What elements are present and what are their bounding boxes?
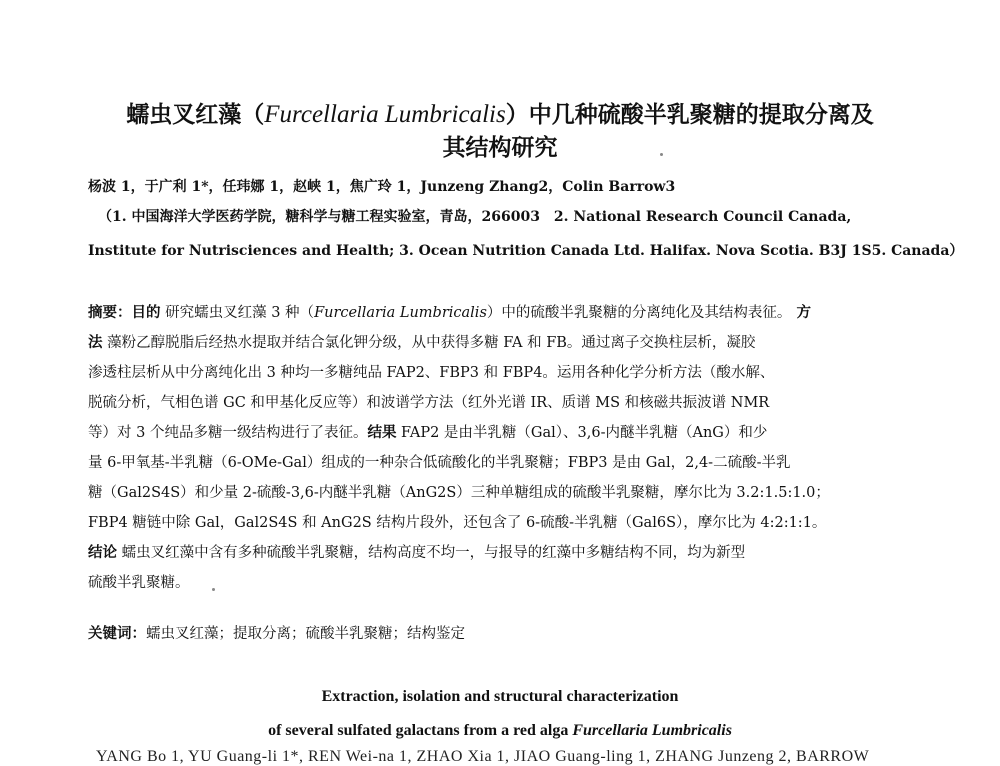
abstract-latin-name: Furcellaria Lumbricalis: [314, 305, 487, 321]
abstract-result-label: 结果: [367, 424, 397, 441]
abstract-text: FAP2 是由半乳糖（Gal）、3,6-内醚半乳糖（AnG）和少: [396, 425, 768, 441]
abstract-line: [88, 298, 920, 328]
abstract-line: 脱硫分析，气相色谱 GC 和甲基化反应等）和波谱学方法（红外光谱 IR、质谱 MS 和核磁共振波谱 NMR: [88, 395, 770, 411]
abstract-text: 研究蠕虫叉红藻 3 种（: [160, 305, 315, 321]
abstract-text: 蠕虫叉红藻中含有多种硫酸半乳聚糖，结构高度不均一，与报导的红藻中多糖结构不同，均为新型: [117, 545, 746, 561]
title-cn-prefix: 蠕虫叉红藻（: [126, 101, 265, 128]
english-title-text: of several sulfated galactans from a red alga: [268, 722, 573, 739]
english-author-list: YANG Bo 1, YU Guang-li 1*, REN Wei-na 1, ZHAO Xia 1, JIAO Guang-ling 1, ZHANG Junzeng 2, BARROW: [96, 748, 870, 765]
abstract-line: FBP4 糖链中除 Gal，Gal2S4S 和 AnG2S 结构片段外，还包含了 6-硫酸-半乳糖（Gal6S），摩尔比为 4:2:1:1。: [88, 515, 827, 531]
keywords-text: 蠕虫叉红藻；提取分离；硫酸半乳聚糖；结构鉴定: [146, 626, 465, 642]
abstract-line: 渗透柱层析从中分离纯化出 3 种均一多糖纯品 FAP2、FBP3 和 FBP4。运用各种化学分析方法（酸水解、: [88, 365, 775, 381]
abstract-text: 等）对 3 个纯品多糖一级结构进行了表征。: [88, 425, 368, 441]
keywords: [88, 622, 465, 643]
abstract-line: [88, 328, 920, 358]
english-title-line1: Extraction, isolation and structural characterization: [321, 688, 679, 705]
title-latin-name: Furcellaria Lumbricalis: [264, 101, 506, 128]
paper-title-line2: 其结构研究: [442, 134, 558, 161]
author-list: 杨波 1，于广利 1*，任玮娜 1，赵峡 1，焦广玲 1，Junzeng Zhang2，Colin Barrow3: [88, 179, 676, 195]
abstract-line: 硫酸半乳聚糖。: [88, 575, 190, 591]
paper-title-line1: [40, 100, 960, 130]
abstract-method-label-cont: 法: [88, 334, 103, 351]
abstract: [88, 298, 920, 598]
abstract-line: 糖（Gal2S4S）和少量 2-硫酸-3,6-内醚半乳糖（AnG2S）三种单糖组成的硫酸半乳聚糖，摩尔比为 3.2:1.5:1.0；: [88, 485, 830, 501]
abstract-objective-label: 摘要：目的: [88, 304, 161, 321]
abstract-text: 藻粉乙醇脱脂后经热水提取并结合氯化钾分级，从中获得多糖 FA 和 FB。通过离子交换柱层析，凝胶: [102, 335, 756, 351]
english-title-latin: Furcellaria Lumbricalis: [572, 722, 732, 739]
abstract-line: [88, 418, 920, 448]
abstract-method-label: 方: [791, 304, 811, 321]
scan-speck: [660, 153, 663, 156]
title-cn-suffix: ）中几种硫酸半乳聚糖的提取分离及: [505, 101, 874, 128]
affiliation-line-1: （1. 中国海洋大学医药学院，糖科学与糖工程实验室，青岛，266003 2. National Research Council Canada,: [98, 209, 852, 225]
scan-speck: [212, 588, 215, 591]
abstract-line: 量 6-甲氧基-半乳糖（6-OMe-Gal）组成的一种杂合低硫酸化的半乳聚糖；FBP3 是由 Gal，2,4-二硫酸-半乳: [88, 455, 791, 471]
affiliation-line-2: Institute for Nutrisciences and Health; 3. Ocean Nutrition Canada Ltd. Halifax. Nova Scotia. B3J 1S5. Canada）: [88, 243, 964, 259]
abstract-text: ）中的硫酸半乳聚糖的分离纯化及其结构表征。: [486, 305, 792, 321]
abstract-line: [88, 538, 920, 568]
keywords-label: 关键词：: [88, 625, 146, 642]
english-title-line2: [0, 722, 1000, 740]
abstract-conclusion-label: 结论: [88, 544, 117, 561]
